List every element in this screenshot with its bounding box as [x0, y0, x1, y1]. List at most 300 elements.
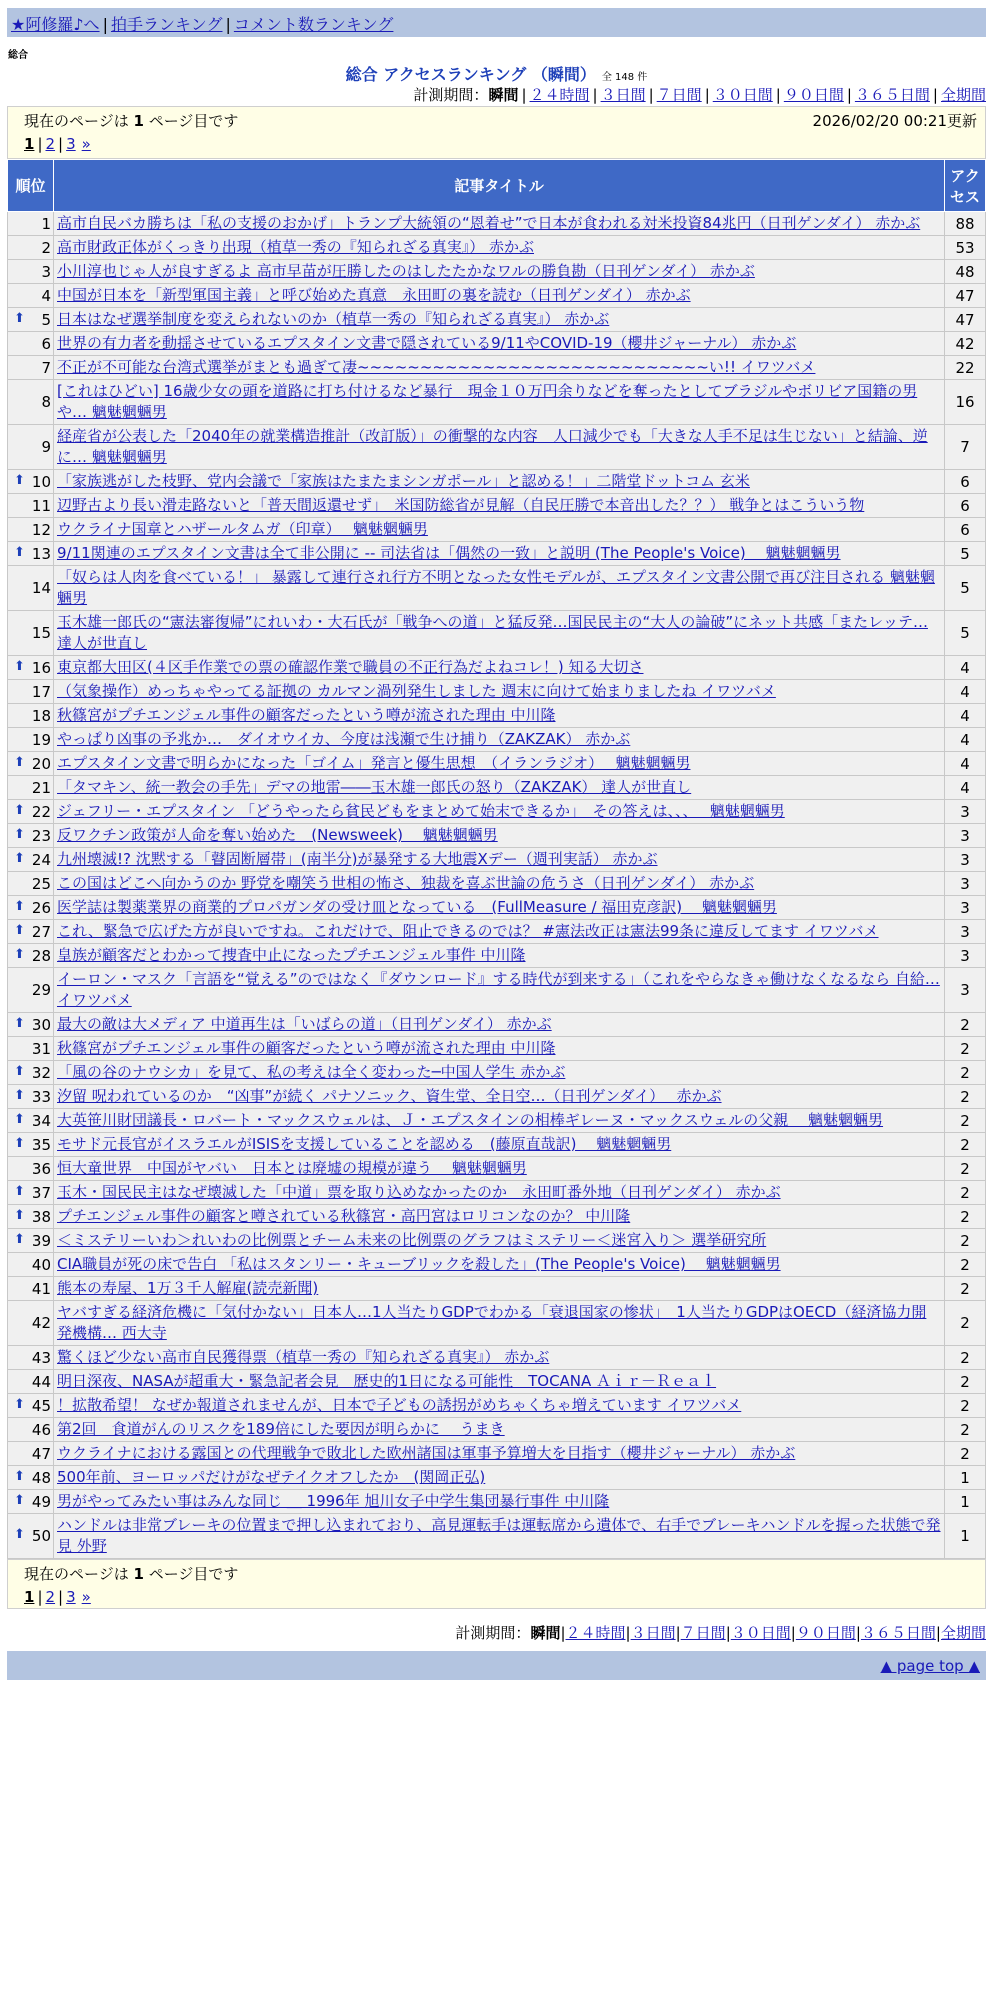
- period-link[interactable]: 全期間: [940, 1624, 986, 1642]
- rank-number: 47: [31, 1444, 52, 1463]
- nav-separator: |: [102, 15, 108, 34]
- access-count: 47: [945, 284, 986, 308]
- pager-box-bottom: [7, 1559, 986, 1609]
- table-row: [8, 284, 986, 308]
- article-link[interactable]: 不正が不可能な台湾式選挙がまとも過ぎて凄~~~~~~~~~~~~~~~~~~~~~~~~~~~~い!! イワツバメ: [57, 358, 816, 376]
- rank-cell: [8, 470, 54, 494]
- rank-number: 41: [31, 1279, 52, 1298]
- rank-cell: [8, 1037, 54, 1061]
- title-cell: [54, 1085, 945, 1109]
- access-count: 3: [945, 800, 986, 824]
- period-current: 瞬間: [488, 86, 519, 104]
- article-link[interactable]: 中国が日本を「新型軍国主義」と呼び始めた真意 永田町の裏を読む（日刊ゲンダイ） 赤かぶ: [57, 286, 691, 304]
- period-link[interactable]: ３０日間: [730, 1624, 791, 1642]
- up-arrow-icon: ⬆: [14, 850, 25, 866]
- rank-cell: [8, 752, 54, 776]
- period-separator: |: [855, 1624, 861, 1642]
- article-link[interactable]: 「タマキン、統一教会の手先」デマの地雷――玉木雄一郎氏の怒り（ZAKZAK） 達人が世直し: [57, 778, 692, 796]
- period-label: 計測期間：: [455, 1624, 531, 1642]
- article-link[interactable]: 秋篠宮がプチエンジェル事件の顧客だったという噂が流された理由 中川隆: [57, 706, 556, 724]
- rank-cell: [8, 1013, 54, 1037]
- page-link-current: 1: [24, 1588, 35, 1606]
- article-link[interactable]: 高市財政正体がくっきり出現（植草一秀の『知られざる真実』） 赤かぶ: [57, 238, 534, 256]
- title-cell: [54, 848, 945, 872]
- rank-number: 29: [31, 981, 52, 999]
- page-link[interactable]: 3: [66, 135, 76, 153]
- article-link[interactable]: [これはひどい] 16歳少女の頭を道路に打ち付けるなど暴行 現金１０万円余りなどを奪ったとしてブラジルやボリビア国籍の男や… 魑魅魍魎男: [57, 382, 918, 421]
- up-arrow-icon: ⬆: [14, 1087, 25, 1103]
- access-count: 3: [945, 824, 986, 848]
- title-cell: [54, 1181, 945, 1205]
- article-link[interactable]: ＜ミステリーいわ＞れいわの比例票とチーム未来の比例票のグラフはミステリー＜迷宮入り＞ 選挙研究所: [57, 1231, 767, 1249]
- article-link[interactable]: 大英笹川財団議長・ロバート・マックスウェルは、Ｊ・エプスタインの相棒ギレーヌ・マックスウェルの父親 魑魅魍魎男: [57, 1111, 884, 1129]
- access-count: 5: [945, 566, 986, 611]
- article-link[interactable]: 第2回 食道がんのリスクを189倍にした要因が明らかに うまき: [57, 1420, 505, 1438]
- period-link[interactable]: ９０日間: [783, 86, 844, 104]
- table-row: [8, 380, 986, 425]
- article-link[interactable]: 東京都大田区(４区手作業での票の確認作業で職員の不正行為だよねコレ！) 知る大切さ: [57, 658, 644, 676]
- rank-cell: [8, 680, 54, 704]
- rank-number: 27: [31, 922, 52, 941]
- title-cell: [54, 212, 945, 236]
- table-row: [8, 1418, 986, 1442]
- col-access-header: アクセス: [945, 160, 986, 212]
- period-separator: |: [648, 86, 654, 104]
- table-row: [8, 920, 986, 944]
- article-link[interactable]: ！拡散希望！ なぜか報道されませんが、日本で子どもの誘拐がめちゃくちゃ増えています イワツバメ: [57, 1396, 742, 1414]
- period-link[interactable]: ９０日間: [795, 1624, 856, 1642]
- rank-number: 17: [31, 682, 52, 701]
- access-count: 3: [945, 896, 986, 920]
- access-count: 7: [945, 425, 986, 470]
- article-link[interactable]: この国はどこへ向かうのか 野党を嘲笑う世相の怖さ、独裁を喜ぶ世論の危うさ（日刊ゲンダイ） 赤かぶ: [57, 874, 755, 892]
- access-count: 4: [945, 680, 986, 704]
- up-arrow-icon: ⬆: [14, 1207, 25, 1223]
- table-row: [8, 1370, 986, 1394]
- article-link[interactable]: ハンドルは非常ブレーキの位置まで押し込まれており、高見運転手は運転席から遺体で、右手でブレーキハンドルを握った状態で発見 外野: [57, 1516, 941, 1555]
- title-cell: [54, 611, 945, 656]
- table-row: [8, 824, 986, 848]
- title-cell: [54, 1205, 945, 1229]
- rank-cell: [8, 1229, 54, 1253]
- table-row: [8, 1514, 986, 1559]
- period-separator: |: [560, 1624, 566, 1642]
- period-link[interactable]: ３６５日間: [860, 1624, 936, 1642]
- rank-number: 10: [31, 472, 52, 491]
- pager-separator: |: [58, 1588, 64, 1606]
- table-row: [8, 1037, 986, 1061]
- page-link-current: 1: [24, 135, 35, 153]
- rank-cell: [8, 1346, 54, 1370]
- title-cell: [54, 494, 945, 518]
- access-count: 4: [945, 752, 986, 776]
- access-count: 2: [945, 1394, 986, 1418]
- rank-number: 15: [31, 624, 52, 642]
- title-cell: [54, 1301, 945, 1346]
- access-count: 42: [945, 332, 986, 356]
- access-count: 2: [945, 1109, 986, 1133]
- table-row: [8, 1133, 986, 1157]
- rank-cell: [8, 1442, 54, 1466]
- title-cell: [54, 1109, 945, 1133]
- table-row: [8, 1181, 986, 1205]
- period-separator: |: [521, 86, 527, 104]
- up-arrow-icon: ⬆: [14, 946, 25, 962]
- rank-number: 2: [41, 238, 52, 257]
- next-page-link[interactable]: »: [81, 135, 91, 153]
- article-link[interactable]: 玉木雄一郎氏の“憲法審復帰”にれいわ・大石氏が「戦争への道」と猛反発…国民民主の“大人の論破”にネット共感「またレッテ… 達人が世直し: [57, 613, 928, 652]
- rank-number: 4: [41, 286, 52, 305]
- up-arrow-icon: ⬆: [14, 1468, 25, 1484]
- period-link[interactable]: ３日間: [600, 86, 646, 104]
- article-link[interactable]: 9/11関連のエプスタイン文書は全て非公開に -- 司法省は「偶然の一致」と説明 (The People's Voice) 魑魅魍魎男: [57, 544, 841, 562]
- rank-number: 31: [31, 1039, 52, 1058]
- rank-number: 9: [41, 438, 52, 456]
- title-cell: [54, 1370, 945, 1394]
- rank-cell: [8, 848, 54, 872]
- table-row: [8, 1013, 986, 1037]
- table-row: [8, 332, 986, 356]
- title-cell: [54, 470, 945, 494]
- up-arrow-icon: ⬆: [14, 1111, 25, 1127]
- rank-number: 33: [31, 1087, 52, 1106]
- table-row: [8, 1301, 986, 1346]
- table-row: [8, 470, 986, 494]
- table-row: [8, 308, 986, 332]
- access-count: 3: [945, 872, 986, 896]
- article-link[interactable]: 経産省が公表した「2040年の就業構造推計（改訂版）」の衝撃的な内容 人口減少でも「大きな人手不足は生じない」と結論、逆に… 魑魅魍魎男: [57, 427, 928, 466]
- access-count: 2: [945, 1205, 986, 1229]
- rank-cell: [8, 611, 54, 656]
- up-arrow-icon: ⬆: [14, 898, 25, 914]
- period-separator: |: [704, 86, 710, 104]
- up-arrow-icon: ⬆: [14, 1527, 25, 1542]
- period-separator: |: [846, 86, 852, 104]
- rank-cell: [8, 518, 54, 542]
- table-row: [8, 704, 986, 728]
- rank-cell: [8, 1133, 54, 1157]
- article-link[interactable]: 500年前、ヨーロッパだけがなぜテイクオフしたか (関岡正弘): [57, 1468, 486, 1486]
- rank-number: 7: [41, 358, 52, 377]
- table-row: [8, 680, 986, 704]
- rank-cell: [8, 1085, 54, 1109]
- nav-comment-ranking-link[interactable]: コメント数ランキング: [233, 15, 394, 34]
- rank-number: 34: [31, 1111, 52, 1130]
- updated-timestamp: 2026/02/20 00:21更新: [812, 112, 977, 130]
- table-row: [8, 944, 986, 968]
- title-cell: [54, 1253, 945, 1277]
- article-link[interactable]: ウクライナにおける露国との代理戦争で敗北した欧州諸国は軍事予算増大を目指す（櫻井ジャーナル） 赤かぶ: [57, 1444, 796, 1462]
- access-count: 6: [945, 518, 986, 542]
- table-row: [8, 236, 986, 260]
- rank-number: 14: [31, 579, 52, 597]
- article-link[interactable]: 辺野古より長い滑走路ないと「普天間返還せず」 米国防総省が見解（自民圧勝で本音出した？？） 戦争とはこういう物: [57, 496, 865, 514]
- access-count: 6: [945, 470, 986, 494]
- up-arrow-icon: ⬆: [14, 802, 25, 818]
- access-count: 5: [945, 611, 986, 656]
- access-count: 2: [945, 1181, 986, 1205]
- title-cell: [54, 1157, 945, 1181]
- access-count: 4: [945, 656, 986, 680]
- rank-cell: [8, 896, 54, 920]
- period-separator: |: [592, 86, 598, 104]
- article-link[interactable]: プチエンジェル事件の顧客と噂されている秋篠宮・高円宮はロリコンなのか？ 中川隆: [57, 1207, 631, 1225]
- rank-number: 20: [31, 754, 52, 773]
- current-page-number: 1: [133, 1565, 144, 1583]
- rank-cell: [8, 1466, 54, 1490]
- title-cell: [54, 1061, 945, 1085]
- access-count: 47: [945, 308, 986, 332]
- access-count: 2: [945, 1442, 986, 1466]
- article-link[interactable]: 世界の有力者を動揺させているエプスタイン文書で隠されている9/11やCOVID-19（櫻井ジャーナル） 赤かぶ: [57, 334, 797, 352]
- access-count: 2: [945, 1229, 986, 1253]
- article-link[interactable]: 驚くほど少ない高市自民獲得票（植草一秀の『知られざる真実』） 赤かぶ: [57, 1348, 550, 1366]
- rank-cell: [8, 968, 54, 1013]
- rank-cell: [8, 824, 54, 848]
- article-link[interactable]: 男がやってみたい事はみんな同じ ＿ 1996年 旭川女子中学生集団暴行事件 中川隆: [57, 1492, 610, 1510]
- page-link[interactable]: 2: [45, 1588, 56, 1606]
- table-row: [8, 260, 986, 284]
- ranking-table: [7, 159, 986, 1559]
- ranking-table-body: [8, 212, 986, 1559]
- rank-cell: [8, 1109, 54, 1133]
- page-link[interactable]: 2: [45, 135, 56, 153]
- rank-cell: [8, 704, 54, 728]
- up-arrow-icon: ⬆: [14, 754, 25, 770]
- rank-cell: [8, 1181, 54, 1205]
- article-link[interactable]: エプスタイン文書で明らかになった「ゴイム」発言と優生思想 （イランラジオ） 魑魅魍魎男: [57, 754, 691, 772]
- table-row: [8, 542, 986, 566]
- table-row: [8, 1061, 986, 1085]
- article-link[interactable]: CIA職員が死の床で告白 「私はスタンリー・キューブリックを殺した」(The People's Voice) 魑魅魍魎男: [57, 1255, 781, 1273]
- rank-number: 18: [31, 706, 52, 725]
- period-separator: |: [935, 1624, 941, 1642]
- nav-home-link[interactable]: ★阿修羅♪へ: [11, 15, 100, 34]
- col-rank-header: 順位: [8, 160, 54, 212]
- page-link[interactable]: 3: [66, 1588, 76, 1606]
- period-link[interactable]: ７日間: [656, 86, 702, 104]
- rank-cell: [8, 284, 54, 308]
- rank-cell: [8, 566, 54, 611]
- rank-cell: [8, 1061, 54, 1085]
- rank-cell: [8, 212, 54, 236]
- article-link[interactable]: イーロン・マスク「言語を“覚える”のではなく『ダウンロード』する時代が到来する」（これをやらなきゃ働けなくなるなら 自給… イワツバメ: [57, 970, 940, 1009]
- table-row: [8, 776, 986, 800]
- table-header-row: [8, 160, 986, 212]
- rank-number: 42: [31, 1314, 52, 1332]
- access-count: 3: [945, 920, 986, 944]
- article-link[interactable]: ジェフリー・エプスタイン 「どうやったら貧民どもをまとめて始末できるか」 その答えは、、、 魑魅魍魎男: [57, 802, 785, 820]
- nav-separator: |: [225, 15, 231, 34]
- article-link[interactable]: 玉木・国民民主はなぜ壊滅した「中道」票を取り込めなかったのか 永田町番外地（日刊ゲンダイ） 赤かぶ: [57, 1183, 781, 1201]
- rank-cell: [8, 425, 54, 470]
- access-count: 2: [945, 1061, 986, 1085]
- access-count: 5: [945, 542, 986, 566]
- period-link[interactable]: ２４時間: [529, 86, 590, 104]
- table-row: [8, 1466, 986, 1490]
- title-cell: [54, 1466, 945, 1490]
- table-row: [8, 566, 986, 611]
- period-link[interactable]: ３０日間: [712, 86, 773, 104]
- article-link[interactable]: やっぱり凶事の予兆か… ダイオウイカ、今度は浅瀬で生け捕り（ZAKZAK） 赤かぶ: [57, 730, 631, 748]
- article-link[interactable]: 日本はなぜ選挙制度を変えられないのか（植草一秀の『知られざる真実』） 赤かぶ: [57, 310, 610, 328]
- nav-applause-ranking-link[interactable]: 拍手ランキング: [110, 15, 223, 34]
- article-link[interactable]: 明日深夜、NASAが超重大・緊急記者会見 歴史的1日になる可能性 TOCANA Ａｉｒ－Ｒｅａｌ: [57, 1372, 717, 1390]
- title-cell: [54, 944, 945, 968]
- up-arrow-icon: ⬆: [14, 472, 25, 488]
- article-link[interactable]: 熊本の寿屋、1万３千人解雇(読売新聞): [57, 1279, 319, 1297]
- rank-cell: [8, 308, 54, 332]
- title-cell: [54, 1037, 945, 1061]
- access-count: 4: [945, 728, 986, 752]
- article-link[interactable]: 皇族が顧客だとわかって捜査中止になったプチエンジェル事件 中川隆: [57, 946, 526, 964]
- period-separator: |: [775, 86, 781, 104]
- current-page-text: 現在のページは 1 ページ目です: [24, 112, 239, 130]
- access-count: 88: [945, 212, 986, 236]
- article-link[interactable]: 小川淳也じゃ人が良すぎるよ 高市早苗が圧勝したのはしたたかなワルの勝負勘（日刊ゲンダイ） 赤かぶ: [57, 262, 755, 280]
- up-arrow-icon: ⬆: [14, 1396, 25, 1412]
- rank-number: 3: [41, 262, 52, 281]
- table-row: [8, 1157, 986, 1181]
- article-link[interactable]: 高市自民バカ勝ちは「私の支援のおかげ」トランプ大統領の“恩着せ”で日本が食われる対米投資84兆円（日刊ゲンダイ） 赤かぶ: [57, 214, 921, 232]
- up-arrow-icon: ⬆: [14, 1231, 25, 1247]
- access-count: 2: [945, 1370, 986, 1394]
- period-link[interactable]: ２４時間: [565, 1624, 626, 1642]
- article-link[interactable]: モサド元長官がイスラエルがISISを支援していることを認める (藤原直哉訳) 魑魅魍魎男: [57, 1135, 672, 1153]
- table-row: [8, 1394, 986, 1418]
- period-separator: |: [625, 1624, 631, 1642]
- rank-cell: [8, 1418, 54, 1442]
- rank-cell: [8, 1370, 54, 1394]
- rank-cell: [8, 1490, 54, 1514]
- title-cell: [54, 1418, 945, 1442]
- article-link[interactable]: ウクライナ国章とハザールタムガ（印章） 魑魅魍魎男: [57, 520, 428, 538]
- title-cell: [54, 896, 945, 920]
- up-arrow-icon: ⬆: [14, 310, 25, 326]
- col-title-header: 記事タイトル: [54, 160, 945, 212]
- period-link[interactable]: ３日間: [630, 1624, 676, 1642]
- title-cell: [54, 1514, 945, 1559]
- rank-cell: [8, 800, 54, 824]
- up-arrow-icon: ⬆: [14, 922, 25, 938]
- title-cell: [54, 680, 945, 704]
- rank-cell: [8, 1205, 54, 1229]
- table-row: [8, 968, 986, 1013]
- title-cell: [54, 800, 945, 824]
- article-link[interactable]: （気象操作）めっちゃやってる証拠の カルマン渦列発生しました 週末に向けて始まりましたね イワツバメ: [57, 682, 776, 700]
- article-link[interactable]: 秋篠宮がプチエンジェル事件の顧客だったという噂が流された理由 中川隆: [57, 1039, 556, 1057]
- article-link[interactable]: ヤバすぎる経済危機に「気付かない」日本人…1人当たりGDPでわかる「衰退国家の惨状」 1人当たりGDPはOECD（経済協力開発機構… 西大寺: [57, 1303, 927, 1342]
- access-count: 2: [945, 1133, 986, 1157]
- rank-cell: [8, 656, 54, 680]
- article-link[interactable]: 恒大童世界 中国がヤバい 日本とは廃墟の規模が違う 魑魅魍魎男: [57, 1159, 527, 1177]
- table-row: [8, 896, 986, 920]
- access-count: 6: [945, 494, 986, 518]
- page-top-link[interactable]: ▲ page top ▲: [880, 1657, 980, 1675]
- rank-number: 49: [31, 1492, 52, 1511]
- title-cell: [54, 1394, 945, 1418]
- table-row: [8, 1109, 986, 1133]
- title-cell: [54, 260, 945, 284]
- article-link[interactable]: これ、緊急で広げた方が良いですね。これだけで、阻止できるのでは？ #憲法改正は憲法99条に違反してます イワツバメ: [57, 922, 879, 940]
- rank-number: 11: [31, 496, 52, 515]
- pager-separator: |: [58, 135, 64, 153]
- table-row: [8, 752, 986, 776]
- rank-cell: [8, 920, 54, 944]
- rank-cell: [8, 332, 54, 356]
- pager-separator: |: [37, 1588, 43, 1606]
- current-page-text: 現在のページは 1 ページ目です: [24, 1565, 239, 1583]
- table-row: [8, 1085, 986, 1109]
- table-row: [8, 356, 986, 380]
- access-count: 4: [945, 704, 986, 728]
- article-link[interactable]: 医学誌は製薬業界の商業的プロパガンダの受け皿となっている (FullMeasure / 福田克彦訳) 魑魅魍魎男: [57, 898, 777, 916]
- rank-cell: [8, 1514, 54, 1559]
- article-link[interactable]: 九州壊滅!? 沈黙する「瞽固断層帯」(南半分)が暴発する大地震Xデー（週刊実話） 赤かぶ: [57, 850, 658, 868]
- access-count: 1: [945, 1514, 986, 1559]
- up-arrow-icon: ⬆: [14, 826, 25, 842]
- rank-cell: [8, 356, 54, 380]
- rank-number: 44: [31, 1372, 52, 1391]
- title-cell: [54, 308, 945, 332]
- period-link[interactable]: ７日間: [680, 1624, 726, 1642]
- up-arrow-icon: ⬆: [14, 1015, 25, 1031]
- rank-cell: [8, 1394, 54, 1418]
- rank-cell: [8, 1157, 54, 1181]
- rank-cell: [8, 1253, 54, 1277]
- access-count: 1: [945, 1490, 986, 1514]
- table-row: [8, 611, 986, 656]
- title-cell: [54, 332, 945, 356]
- table-row: [8, 518, 986, 542]
- title-cell: [54, 566, 945, 611]
- period-link[interactable]: 全期間: [940, 86, 986, 104]
- table-row: [8, 1277, 986, 1301]
- rank-cell: [8, 380, 54, 425]
- rank-number: 39: [31, 1231, 52, 1250]
- rank-number: 37: [31, 1183, 52, 1202]
- period-separator: |: [725, 1624, 731, 1642]
- article-link[interactable]: 「風の谷のナウシカ」を見て、私の考えは全く変わった─中国人学生 赤かぶ: [57, 1063, 566, 1081]
- rank-cell: [8, 728, 54, 752]
- pagination: [24, 135, 977, 153]
- title-cell: [54, 1490, 945, 1514]
- rank-number: 26: [31, 898, 52, 917]
- rank-cell: [8, 1277, 54, 1301]
- title-cell: [54, 1229, 945, 1253]
- rank-number: 19: [31, 730, 52, 749]
- rank-number: 32: [31, 1063, 52, 1082]
- access-count: 3: [945, 968, 986, 1013]
- article-link[interactable]: 汐留 呪われているのか “凶事”が続く パナソニック、資生堂、全日空…（日刊ゲンダイ） 赤かぶ: [57, 1087, 722, 1105]
- page-title-row: [7, 62, 986, 84]
- article-link[interactable]: 最大の敵は大メディア 中道再生は「いばらの道」（日刊ゲンダイ） 赤かぶ: [57, 1015, 552, 1033]
- rank-cell: [8, 776, 54, 800]
- title-cell: [54, 752, 945, 776]
- rank-cell: [8, 260, 54, 284]
- article-link[interactable]: 「奴らは人肉を食べている！」 暴露して連行され行方不明となった女性モデルが、エプスタイン文書公開で再び注目される 魑魅魍魎男: [57, 568, 935, 607]
- rank-number: 30: [31, 1015, 52, 1034]
- title-cell: [54, 518, 945, 542]
- rank-number: 36: [31, 1159, 52, 1178]
- period-link[interactable]: ３６５日間: [854, 86, 930, 104]
- article-link[interactable]: 「家族逃がした枝野、党内会議で「家族はたまたまシンガポール」と認める！」二階堂ドットコム 玄米: [57, 472, 750, 490]
- next-page-link[interactable]: »: [81, 1588, 91, 1606]
- article-link[interactable]: 反ワクチン政策が人命を奪い始めた (Newsweek) 魑魅魍魎男: [57, 826, 498, 844]
- access-count: 2: [945, 1301, 986, 1346]
- rank-number: 22: [31, 802, 52, 821]
- rank-number: 25: [31, 874, 52, 893]
